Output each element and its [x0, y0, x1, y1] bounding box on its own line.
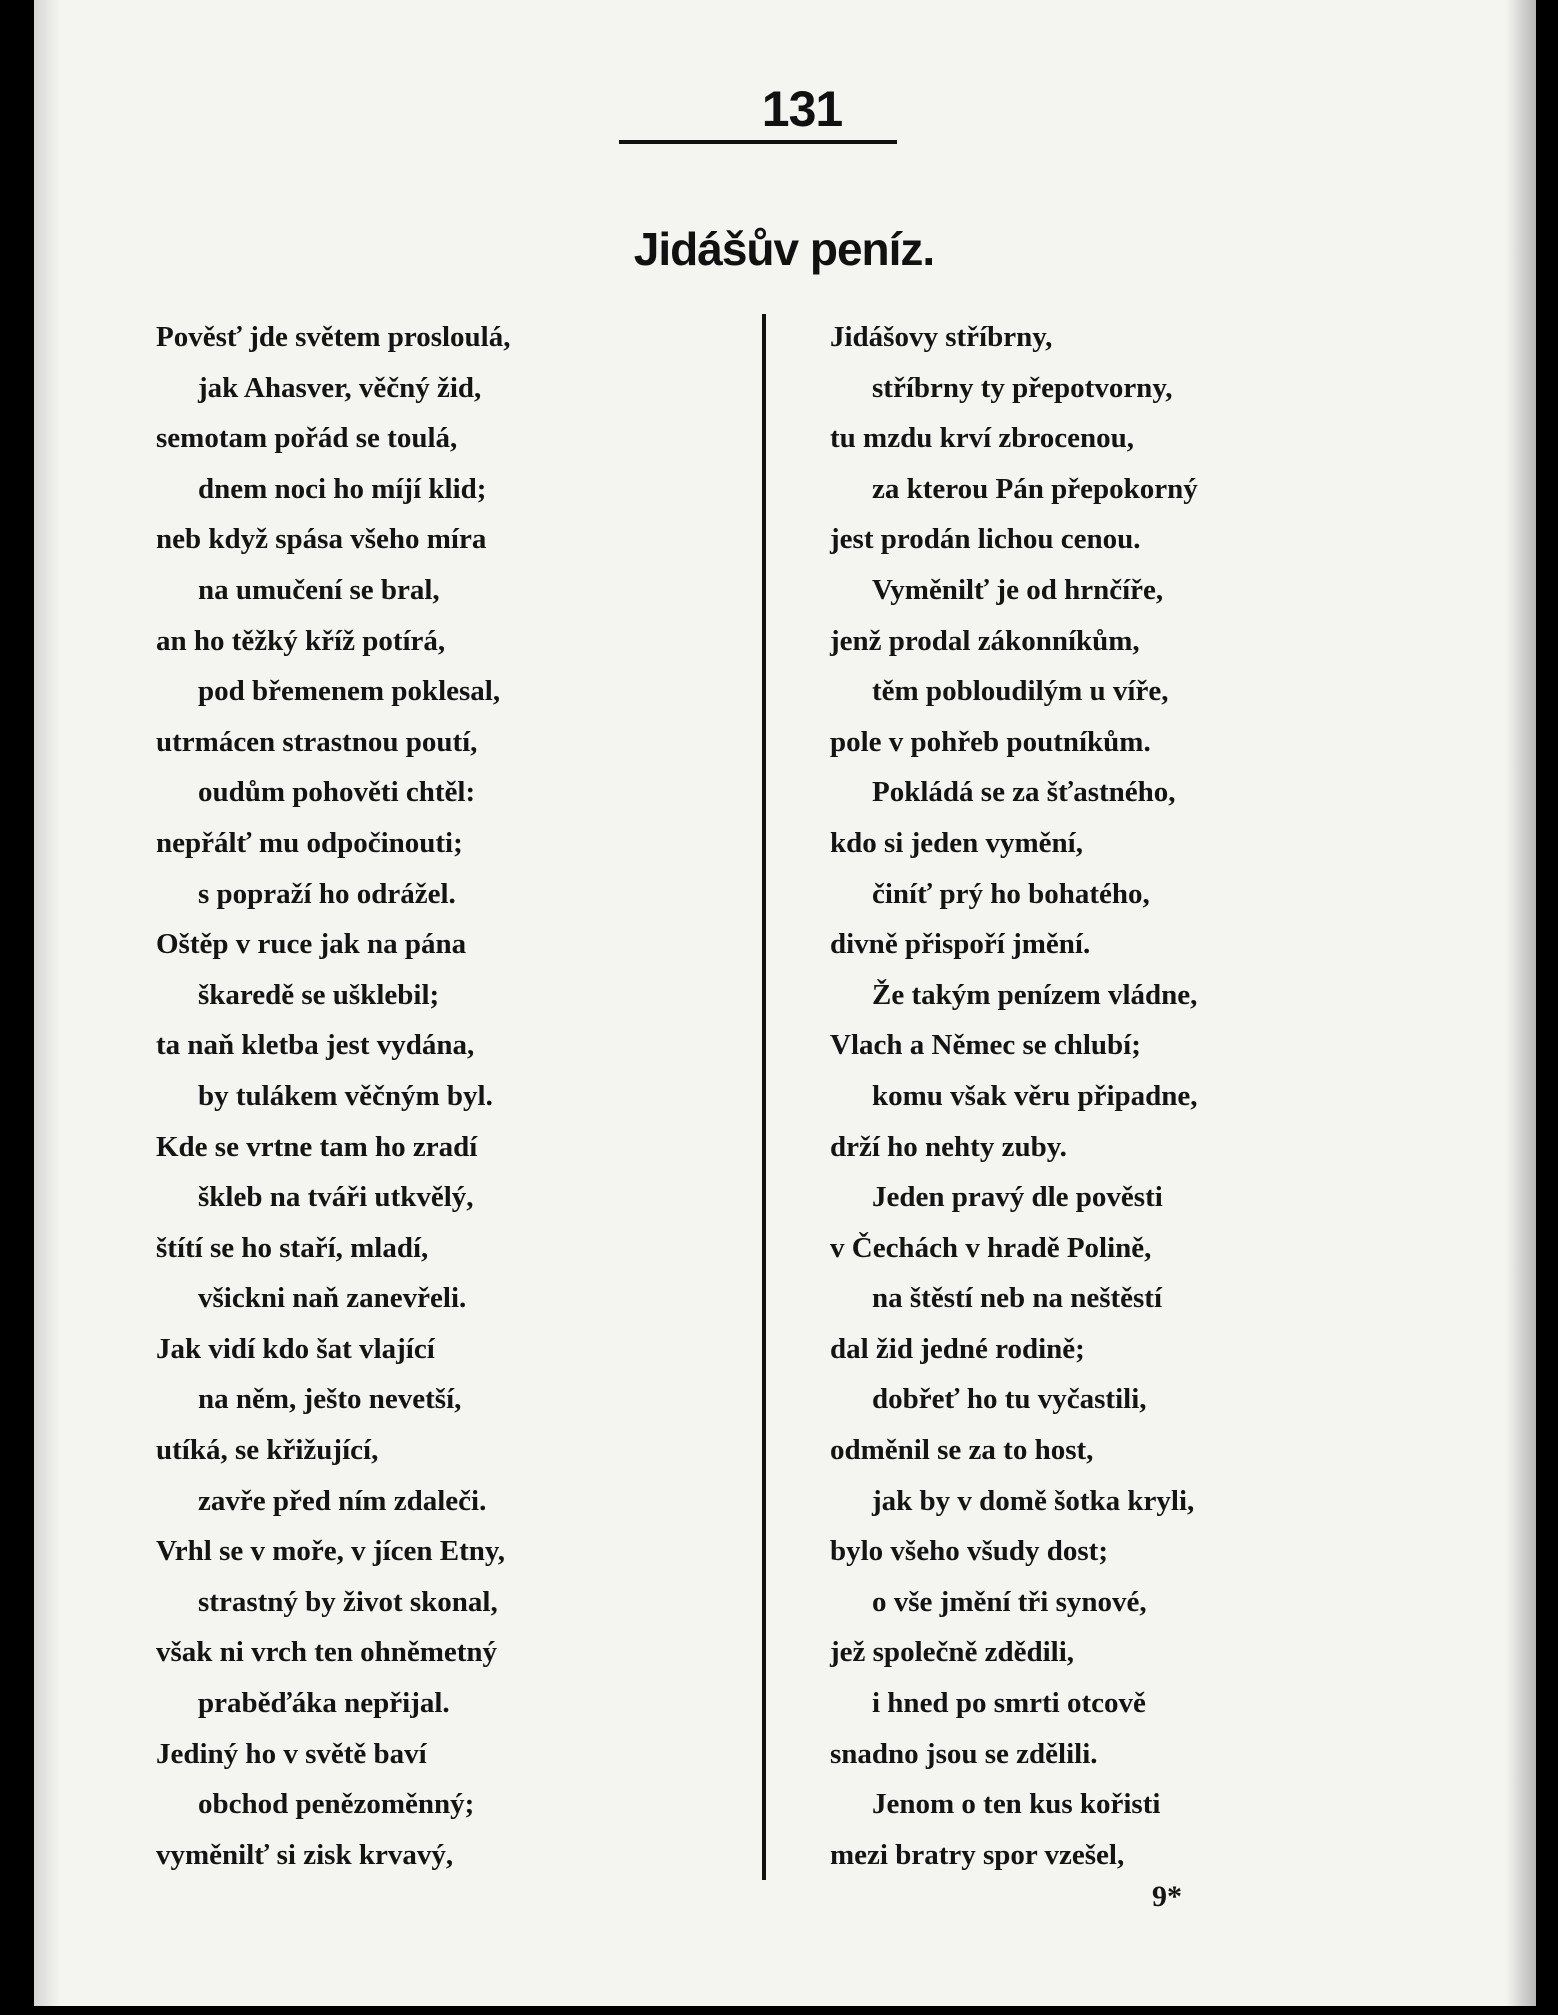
printer-signature: 9*: [1152, 1880, 1182, 1913]
verse-line: dobřeť ho tu vyčastili,: [872, 1383, 1147, 1416]
verse-line: odměnil se za to host,: [830, 1434, 1094, 1467]
verse-line: Že takým penízem vládne,: [872, 978, 1198, 1011]
verse-line: dnem noci ho míjí klid;: [198, 472, 487, 505]
verse-line: zavře před ním zdaleči.: [198, 1484, 487, 1517]
verse-line: jak by v domě šotka kryli,: [872, 1484, 1195, 1517]
verse-line: vyměnilť si zisk krvavý,: [156, 1838, 454, 1871]
verse-line: kdo si jeden vymění,: [830, 826, 1083, 859]
verse-line: Oštěp v ruce jak na pána: [156, 928, 467, 961]
verse-line: Jak vidí kdo šat vlající: [156, 1332, 435, 1365]
verse-line: činíť prý ho bohatého,: [872, 877, 1150, 910]
verse-line: Pokládá se za šťastného,: [872, 776, 1176, 809]
verse-line: by tulákem věčným byl.: [198, 1079, 493, 1112]
verse-line: drží ho nehty zuby.: [830, 1130, 1067, 1163]
verse-line: škaredě se ušklebil;: [198, 978, 440, 1011]
verse-line: bylo všeho všudy dost;: [830, 1535, 1108, 1568]
verse-line: utíká, se křižující,: [156, 1434, 379, 1467]
verse-line: Vrhl se v moře, v jícen Etny,: [156, 1535, 506, 1568]
verse-line: Jeden pravý dle pověsti: [872, 1181, 1163, 1214]
page-number: 131: [761, 81, 843, 137]
verse-line: v Čechách v hradě Polině,: [830, 1231, 1152, 1264]
verse-line: jež společně zdědili,: [830, 1636, 1075, 1669]
verse-line: divně přispoří jmění.: [830, 928, 1091, 961]
verse-line: dal žid jedné rodině;: [830, 1332, 1085, 1365]
verse-line: za kterou Pán přepokorný: [872, 472, 1198, 505]
verse-line: Vlach a Němec se chlubí;: [830, 1029, 1141, 1062]
verse-line: však ni vrch ten ohněmetný: [156, 1636, 498, 1669]
verse-line: Jenom o ten kus kořisti: [872, 1788, 1161, 1821]
verse-line: na něm, ješto nevetší,: [198, 1383, 462, 1416]
verse-line: semotam pořád se toulá,: [156, 422, 458, 455]
verse-line: na štěstí neb na neštěstí: [872, 1282, 1163, 1315]
page-edge-shadow: [1506, 0, 1536, 2006]
verse-line: Kde se vrtne tam ho zradí: [156, 1130, 478, 1163]
header-rule: [619, 140, 897, 144]
verse-line: oudům pohověti chtěl:: [198, 776, 476, 809]
verse-line: jenž prodal zákonníkům,: [830, 624, 1140, 657]
verse-line: všickni naň zanevřeli.: [198, 1282, 467, 1315]
verse-line: Jediný ho v světě baví: [156, 1737, 427, 1770]
verse-line: pod břemenem poklesal,: [198, 675, 501, 708]
verse-line: stříbrny ty přepotvorny,: [872, 371, 1173, 404]
verse-line: nepřálť mu odpočinouti;: [156, 826, 463, 859]
verse-line: s popraží ho odrážel.: [198, 877, 456, 910]
book-page: [34, 0, 1536, 2006]
verse-line: strastný by život skonal,: [198, 1585, 498, 1618]
verse-line: an ho těžký kříž potírá,: [156, 624, 446, 657]
poem-title: Jidášův peníz.: [633, 223, 935, 275]
verse-line: škleb na tváři utkvělý,: [198, 1181, 474, 1214]
verse-line: jak Ahasver, věčný žid,: [198, 371, 482, 404]
page-gutter-shadow: [34, 0, 60, 2006]
verse-line: na umučení se bral,: [198, 573, 440, 606]
verse-line: obchod penězoměnný;: [198, 1788, 475, 1821]
right-column: [830, 312, 1390, 1880]
verse-line: Jidášovy stříbrny,: [830, 321, 1053, 353]
column-divider: [762, 314, 766, 1880]
verse-line: komu však věru připadne,: [872, 1079, 1198, 1112]
verse-line: ta naň kletba jest vydána,: [156, 1029, 475, 1062]
verse-line: jest prodán lichou cenou.: [830, 523, 1141, 556]
verse-line: Vyměnilť je od hrnčíře,: [872, 573, 1164, 606]
verse-line: Pověsť jde světem prosloulá,: [156, 321, 511, 353]
verse-line: mezi bratry spor vzešel,: [830, 1838, 1125, 1871]
verse-line: utrmácen strastnou poutí,: [156, 725, 478, 758]
verse-line: tu mzdu krví zbrocenou,: [830, 422, 1134, 455]
verse-line: pole v pohřeb poutníkům.: [830, 725, 1151, 758]
verse-line: o vše jmění tři synové,: [872, 1585, 1147, 1618]
verse-line: těm pobloudilým u víře,: [872, 675, 1169, 708]
verse-line: praběďáka nepřijal.: [198, 1687, 450, 1720]
verse-line: štítí se ho staří, mladí,: [156, 1231, 429, 1264]
left-column: [156, 312, 726, 1880]
verse-line: snadno jsou se zdělili.: [830, 1737, 1098, 1770]
verse-line: i hned po smrti otcově: [872, 1687, 1146, 1720]
verse-line: neb když spása všeho míra: [156, 523, 487, 556]
